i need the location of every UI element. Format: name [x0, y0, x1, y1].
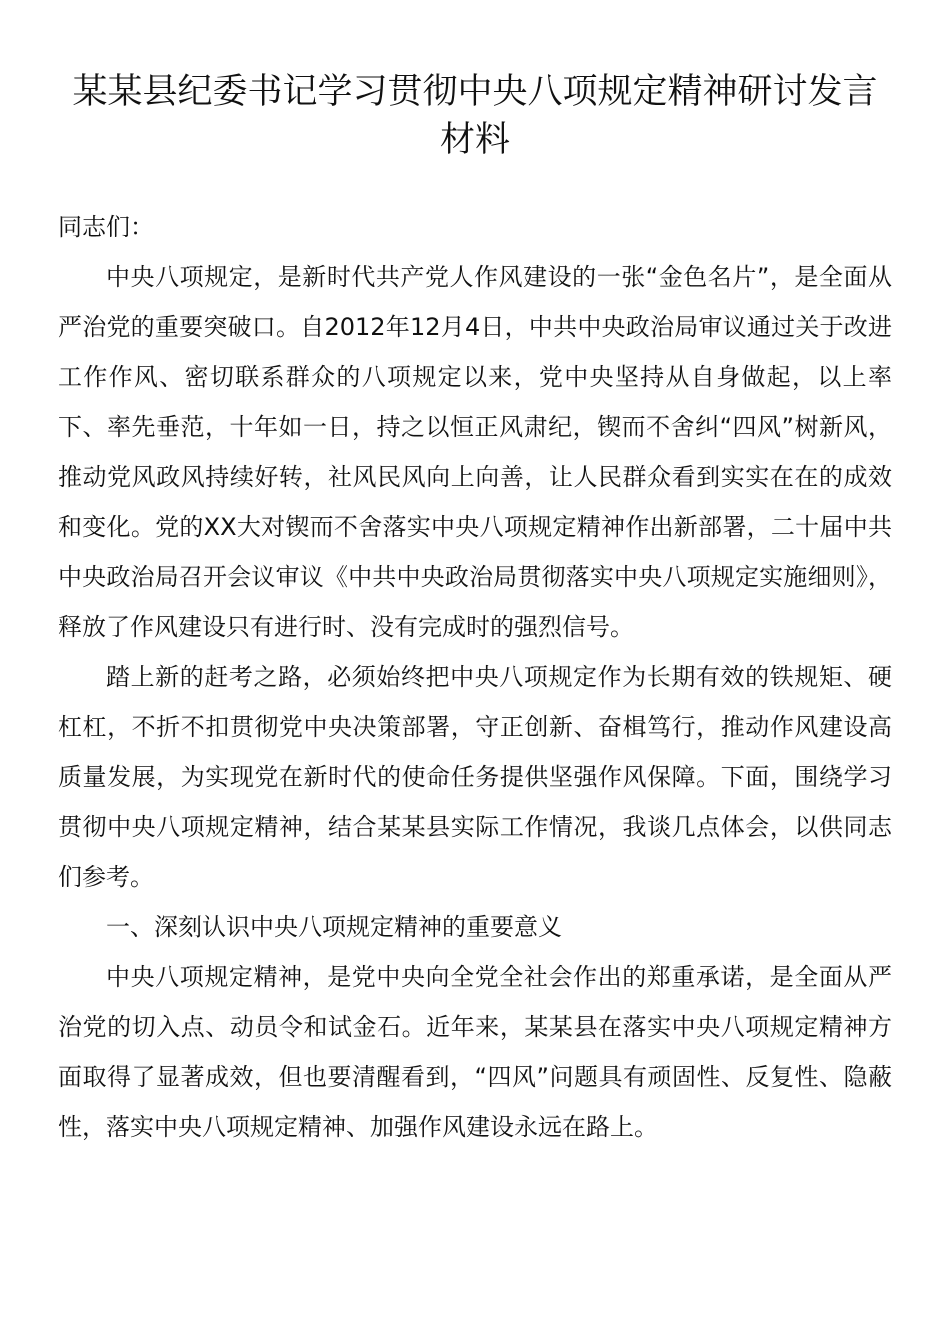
- salutation: 同志们：: [58, 213, 154, 241]
- document-title: 某某县纪委书记学习贯彻中央八项规定精神研讨发言材料: [72, 72, 878, 160]
- paragraph-section-1: 中央八项规定精神，是党中央向全党全社会作出的郑重承诺，是全面从严治党的切入点、动员令和试金石。近年来，某某县在落实中央八项规定精神方面取得了显著成效，但也要清醒看到，“四风”问题具有顽固性、反复性、隐蔽性，落实中央八项规定精神、加强作风建设永远在路上。: [58, 963, 892, 1141]
- document-body: [58, 202, 892, 1152]
- paragraph-purpose: 踏上新的赶考之路，必须始终把中央八项规定作为长期有效的铁规矩、硬杠杠，不折不扣贯彻党中央决策部署，守正创新、奋楫笃行，推动作风建设高质量发展，为实现党在新时代的使命任务提供坚强作风保障。下面，围绕学习贯彻中央八项规定精神，结合某某县实际工作情况，我谈几点体会，以供同志们参考。: [58, 663, 892, 891]
- section-heading-1: 一、深刻认识中央八项规定精神的重要意义: [106, 913, 562, 941]
- paragraph-intro: 中央八项规定，是新时代共产党人作风建设的一张“金色名片”，是全面从严治党的重要突破口。自2012年12月4日，中共中央政治局审议通过关于改进工作作风、密切联系群众的八项规定以来，党中央坚持从自身做起，以上率下、率先垂范，十年如一日，持之以恒正风肃纪，锲而不舍纠“四风”树新风，推动党风政风持续好转，社风民风向上向善，让人民群众看到实实在在的成效和变化。党的XX大对锲而不舍落实中央八项规定精神作出新部署，二十届中共中央政治局召开会议审议《中共中央政治局贯彻落实中央八项规定实施细则》，释放了作风建设只有进行时、没有完成时的强烈信号。: [58, 263, 892, 641]
